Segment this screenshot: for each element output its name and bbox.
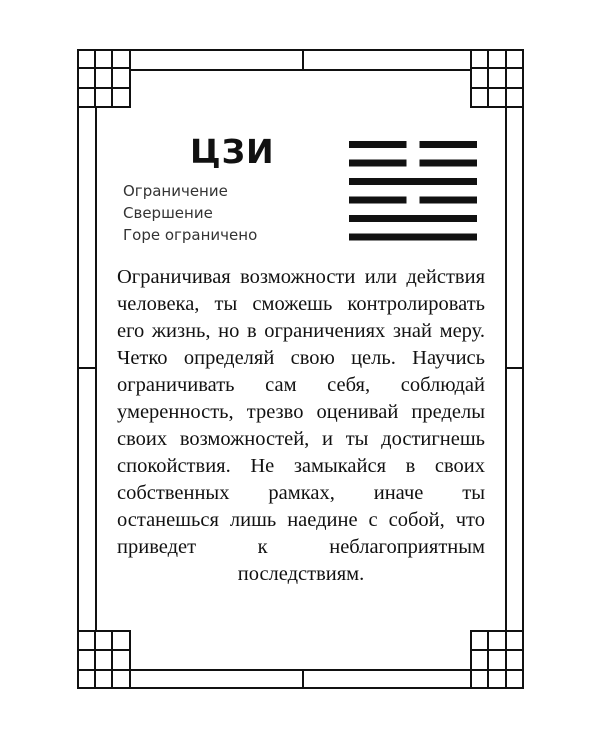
corner-ornament-bottom-left [78, 631, 130, 688]
keyword-item: Свершение [123, 204, 213, 222]
card-description: Ограничивая возможности или действия человека, ты сможешь контролировать его жизнь, но в ограничениях знай меру. Четко определяй свою цель. Научись ограничивать сам себя, соблюдай умеренность, трезво оценивай пределы своих возможностей, и ты достигнешь спокойствия. Не замыкайся в своих собственных рамках, иначе ты останешься лишь наедине с собой, что приведет к неблагоприятным последствиям. [117, 266, 485, 585]
keyword-item: Ограничение [123, 182, 228, 200]
corner-ornament-top-left [78, 50, 130, 107]
corner-ornament-top-right [471, 50, 523, 107]
keyword-item: Горе ограничено [123, 226, 258, 244]
hexagram-title: ЦЗИ [190, 132, 275, 171]
keyword-list [123, 180, 257, 246]
corner-ornament-bottom-right [471, 631, 523, 688]
